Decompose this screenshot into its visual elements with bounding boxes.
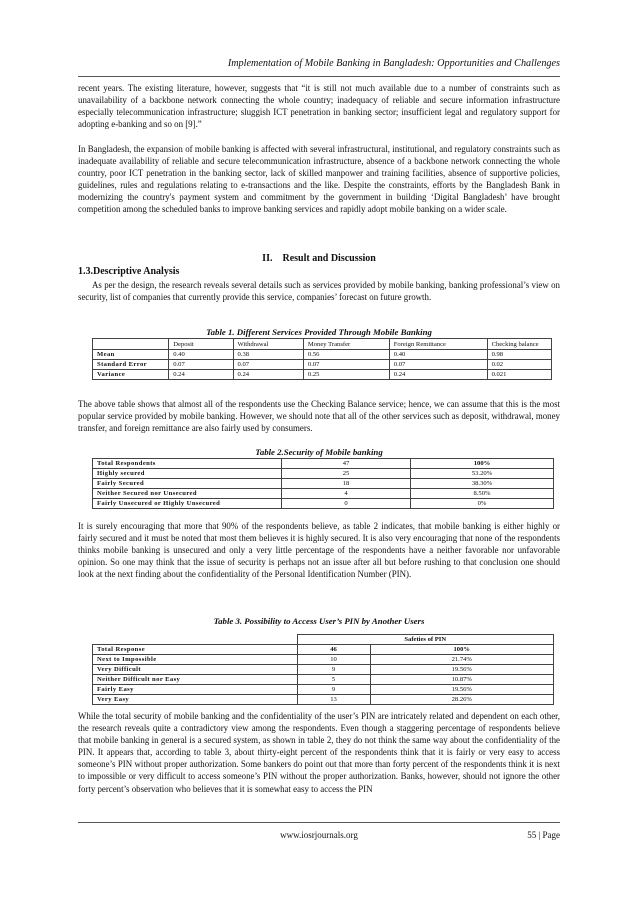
table-row-label: Fairly Easy xyxy=(93,685,298,695)
table-row-label: Neither Secured nor Unsecured xyxy=(93,489,282,499)
table-cell: 46 xyxy=(297,645,370,655)
table-cell: 0 xyxy=(282,499,411,509)
table1-caption: Table 1. Different Services Provided Through Mobile Banking xyxy=(206,327,432,337)
table-security xyxy=(92,458,554,509)
table-cell: 0.38 xyxy=(233,350,303,360)
table-row xyxy=(93,489,554,499)
table-cell: 9 xyxy=(297,665,370,675)
table-cell: 0.56 xyxy=(303,350,389,360)
table-row-label: Next to Impossible xyxy=(93,655,298,665)
table-cell: 0.07 xyxy=(169,360,233,370)
table-row xyxy=(93,469,554,479)
table-header-cell: Money Transfer xyxy=(303,339,389,350)
journal-url: www.iosrjournals.org xyxy=(280,830,358,840)
table-row xyxy=(93,499,554,509)
table-cell: 100% xyxy=(370,645,554,655)
paragraph-table2-discussion: It is surely encouraging that more that 90% of the respondents believe, as table 2 indicates, that mobile banking is either highly or fairly secured and it must be noted that most them believes it is highly secured. It is also very encouraging that none of the respondents thinks mobile banking is unsecured and only a very little percentage of the respondents have a neither favorable nor unfavorable opinion. So one may think that the issue of security is perhaps not an issue after all but before rushing to that conclusion one should look at the next finding about the confidentiality of the Personal Identification Number (PIN). xyxy=(78,521,560,580)
table-cell: 0% xyxy=(411,499,554,509)
table-cell: 0.24 xyxy=(169,370,233,380)
table-row-label: Fairly Secured xyxy=(93,479,282,489)
table-row xyxy=(93,675,554,685)
table-cell: 0.24 xyxy=(389,370,487,380)
table-header-cell: Foreign Remittance xyxy=(389,339,487,350)
table-row-label: Fairly Unsecured or Highly Unsecured xyxy=(93,499,282,509)
section-number: II. xyxy=(262,253,273,264)
table-cell: 0.07 xyxy=(303,360,389,370)
table-cell: 5 xyxy=(297,675,370,685)
table-cell: 0.98 xyxy=(487,350,551,360)
table-header-cell: Withdrawal xyxy=(233,339,303,350)
table-cell: 0.07 xyxy=(233,360,303,370)
table-row-label: Neither Difficult nor Easy xyxy=(93,675,298,685)
table-row xyxy=(93,665,554,675)
subsection-heading: 1.3.Descriptive Analysis xyxy=(78,266,180,277)
table-cell: 25 xyxy=(282,469,411,479)
paragraph-table3-discussion: While the total security of mobile banking and the confidentiality of the user’s PIN are intricately related and dependent on each other, the research reveals quite a contradictory view among the respondents. Even though a staggering percentage of respondents believe that mobile banking in general is a secured system, as shown in table 2, they do not think the same way about the confidentiality of the PIN. It appears that, according to table 3, about thirty-eight percent of the respondents think that it is fairly or very easy to access someone’s PIN without proper authorization. Some bankers do point out that more than forty percent of the respondents think it is next to impossible or very difficult to access someone’s PIN without the proper authorization. Banks, however, should not ignore the other forty percent’s observation who believes that it is somewhat easy to access the PIN xyxy=(78,711,560,794)
paragraph-literature: recent years. The existing literature, however, suggests that “it is still not much available due to a number of constraints such as unavailability of a backbone network connecting the whole country; inadequacy of reliable and secure information infrastructure especially telecommunication infrastructure; sluggish ICT penetration in banking sector; insufficient legal and regulatory support for adopting e-banking and so on [9].” xyxy=(78,83,560,130)
table-row xyxy=(93,645,554,655)
table-cell: 100% xyxy=(411,459,554,469)
table2-caption: Table 2.Security of Mobile banking xyxy=(255,447,383,457)
table-cell: 8.50% xyxy=(411,489,554,499)
table-header-cell: Deposit xyxy=(169,339,233,350)
table-row-label: Standard Error xyxy=(93,360,169,370)
table-cell: 18 xyxy=(282,479,411,489)
table-cell: 0.02 xyxy=(487,360,551,370)
table-cell: 0.40 xyxy=(169,350,233,360)
paragraph-table1-discussion: The above table shows that almost all of the respondents use the Checking Balance service; hence, we can assume that this is the most popular service provided by mobile banking. However, we should note that all of the other services such as deposit, withdrawal, money transfer, and foreign remittance are also fairly used by consumers. xyxy=(78,399,560,434)
table-cell: 0.07 xyxy=(389,360,487,370)
table-cell: 38.30% xyxy=(411,479,554,489)
table-cell: 0.25 xyxy=(303,370,389,380)
table-cell: 10.87% xyxy=(370,675,554,685)
table-cell: 47 xyxy=(282,459,411,469)
table-cell: 13 xyxy=(297,695,370,705)
table-row xyxy=(93,655,554,665)
table-pin-access xyxy=(92,634,554,705)
table-row xyxy=(93,685,554,695)
table-group-header-row xyxy=(93,635,554,645)
paragraph-bangladesh: In Bangladesh, the expansion of mobile banking is affected with several infrastructural, institutional, and regulatory constraints such as inadequate availability of reliable and secure telecommunication infrastructure, absence of a backbone network connecting the whole country, poor ICT penetration in the banking sector, lack of skilled manpower and training facilities, absence of supportive policies, guidelines, rules and regulations relating to e-transactions and the like. Despite the constraints, efforts by the Bangladesh Bank in modernizing the country's payment system and commitment by the government in building ‘Digital Bangladesh’ have brought competition among the scheduled banks to improve banking services and rapidly adopt mobile banking on a wider scale. xyxy=(78,144,560,215)
table-group-header: Safeties of PIN xyxy=(297,635,554,645)
table-row xyxy=(93,350,552,360)
paragraph-design: As per the design, the research reveals several details such as services provided by mobile banking, banking professional’s view on security, list of companies that currently provide this service, companies’ forecast on future growth. xyxy=(78,280,560,303)
table-header-cell xyxy=(93,339,169,350)
table-cell: 19.56% xyxy=(370,665,554,675)
table-row xyxy=(93,370,552,380)
table-cell: 4 xyxy=(282,489,411,499)
table-row-label: Total Response xyxy=(93,645,298,655)
table-cell: 28.26% xyxy=(370,695,554,705)
table-cell: 0.021 xyxy=(487,370,551,380)
header-rule xyxy=(78,76,560,77)
table-row-label: Very Easy xyxy=(93,695,298,705)
page-number: 55 | Page xyxy=(527,830,560,840)
table-row xyxy=(93,695,554,705)
table-cell: 53.20% xyxy=(411,469,554,479)
footer-rule xyxy=(78,822,560,823)
table-row-label: Total Respondents xyxy=(93,459,282,469)
running-header: Implementation of Mobile Banking in Bangladesh: Opportunities and Challenges xyxy=(227,58,560,69)
section-title: Result and Discussion xyxy=(282,253,376,264)
table-row-label: Variance xyxy=(93,370,169,380)
table-cell: 19.56% xyxy=(370,685,554,695)
table-header-row xyxy=(93,339,552,350)
table-cell: 0.24 xyxy=(233,370,303,380)
table-cell: 10 xyxy=(297,655,370,665)
table-services xyxy=(92,338,552,380)
table-cell: 21.74% xyxy=(370,655,554,665)
table-row xyxy=(93,360,552,370)
table-cell: 9 xyxy=(297,685,370,695)
table3-caption: Table 3. Possibility to Access User’s PIN by Another Users xyxy=(213,616,425,626)
table-header-cell: Checking balance xyxy=(487,339,551,350)
table-row-label: Mean xyxy=(93,350,169,360)
section-heading xyxy=(78,253,560,264)
table-row-label: Very Difficult xyxy=(93,665,298,675)
table-cell: 0.40 xyxy=(389,350,487,360)
table-row-label: Highly secured xyxy=(93,469,282,479)
table-row xyxy=(93,459,554,469)
table-row xyxy=(93,479,554,489)
